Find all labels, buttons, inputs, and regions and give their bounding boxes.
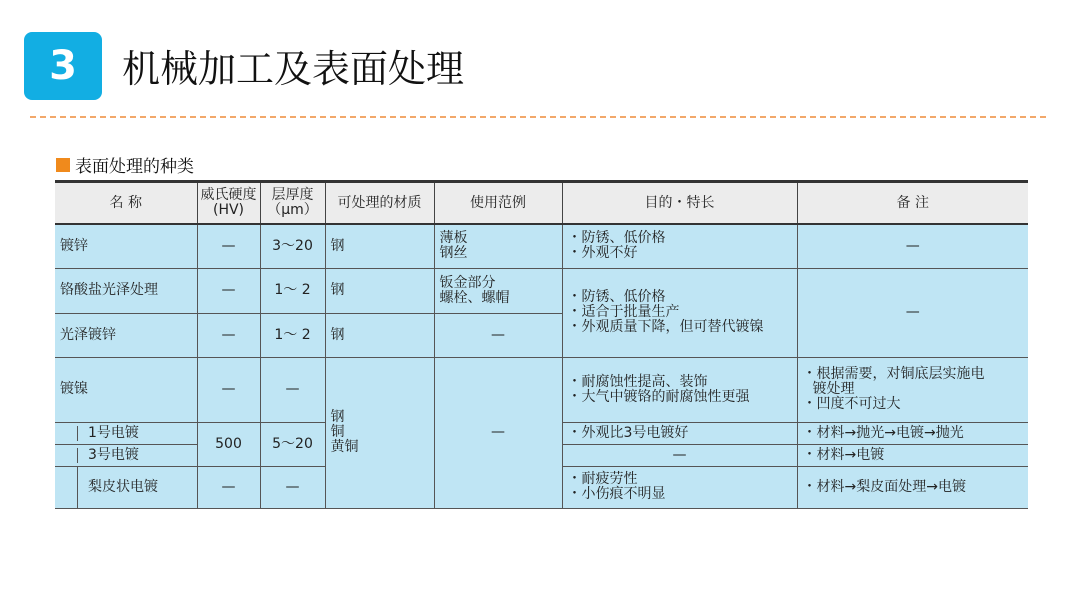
cell-hardness-shared: 500 [197, 422, 260, 466]
purpose-line: ・防锈、低价格 [567, 289, 666, 305]
header-thickness-line1: 层厚度 [271, 187, 314, 203]
cell-material: 钢 [325, 313, 434, 357]
cell-purpose: ・外观比3号电镀好 [562, 422, 797, 444]
dashed-divider [30, 116, 1046, 118]
indent-gap [55, 467, 78, 508]
cell-name: 铬酸盐光泽处理 [55, 268, 197, 313]
purpose-line: ・小伤痕不明显 [567, 486, 666, 502]
cell-purpose [562, 466, 797, 508]
section-heading [56, 152, 194, 177]
cell-purpose [562, 224, 797, 268]
cell-remarks: ・材料→抛光→电镀→抛光 [797, 422, 1028, 444]
cell-material: 钢 [325, 224, 434, 268]
material-line: 铜 [330, 423, 345, 440]
header-usage: 使用范例 [434, 182, 562, 225]
cell-name: 镀锌 [55, 224, 197, 268]
header-name: 名 称 [55, 182, 197, 225]
usage-line: 钣金部分 [439, 274, 496, 291]
purpose-line: ・耐腐蚀性提高、装饰 [567, 373, 708, 390]
cell-remarks-shared: — [797, 268, 1028, 357]
cell-thickness: 1～ 2 [260, 268, 325, 313]
header-thickness [260, 182, 325, 225]
usage-line: 薄板 [439, 230, 468, 247]
cell-name: 光泽镀锌 [55, 313, 197, 357]
usage-line: 钢丝 [439, 245, 468, 262]
remarks-line: 镀处理 [812, 381, 855, 397]
cell-hardness: — [197, 357, 260, 422]
purpose-line: ・大气中镀铬的耐腐蚀性更强 [567, 388, 750, 405]
cell-purpose-shared [562, 268, 797, 357]
header-remarks: 备 注 [797, 182, 1028, 225]
header-hardness [197, 182, 260, 225]
table-row [55, 224, 1028, 268]
material-line: 钢 [330, 408, 345, 425]
cell-usage [434, 268, 562, 313]
indent-gap [55, 448, 78, 463]
cell-remarks: ・材料→梨皮面处理→电镀 [797, 466, 1028, 508]
section-number-badge: 3 [24, 32, 102, 100]
cell-hardness: — [197, 224, 260, 268]
cell-hardness: — [197, 466, 260, 508]
cell-name [55, 422, 197, 444]
cell-remarks: ・材料→电镀 [797, 444, 1028, 466]
cell-hardness: — [197, 313, 260, 357]
remarks-line: ・根据需要，对铜底层实施电 [802, 366, 985, 382]
remarks-line: ・凹度不可过大 [802, 396, 901, 412]
cell-thickness: — [260, 357, 325, 422]
cell-material: 钢 [325, 268, 434, 313]
header-hardness-line2: (HV) [212, 202, 245, 218]
cell-name [55, 466, 197, 508]
purpose-line: ・适合于批量生产 [567, 304, 680, 320]
table-row [55, 268, 1028, 313]
purpose-line: ・外观不好 [567, 245, 638, 262]
cell-purpose [562, 357, 797, 422]
cell-remarks [797, 357, 1028, 422]
purpose-line: ・防锈、低价格 [567, 230, 666, 247]
cell-thickness: — [260, 466, 325, 508]
cell-thickness-shared: 5～20 [260, 422, 325, 466]
indent-gap [55, 426, 78, 441]
header-thickness-line2: （μm） [267, 202, 318, 218]
purpose-line: ・耐疲劳性 [567, 471, 638, 487]
cell-thickness: 1～ 2 [260, 313, 325, 357]
header-hardness-line1: 威氏硬度 [200, 187, 257, 203]
cell-hardness: — [197, 268, 260, 313]
material-line: 黄铜 [330, 438, 359, 455]
cell-name [55, 444, 197, 466]
section-heading-text: 表面处理的种类 [75, 157, 194, 177]
cell-name: 镀镍 [55, 357, 197, 422]
usage-line: 螺栓、螺帽 [439, 289, 510, 306]
cell-usage: — [434, 313, 562, 357]
surface-treatment-table [55, 180, 1028, 509]
table-row [55, 357, 1028, 422]
purpose-line: ・外观质量下降，但可替代镀镍 [567, 319, 764, 335]
header-purpose: 目的・特长 [562, 182, 797, 225]
cell-usage [434, 224, 562, 268]
header-material: 可处理的材质 [325, 182, 434, 225]
cell-thickness: 3～20 [260, 224, 325, 268]
page-title: 机械加工及表面处理 [122, 47, 465, 91]
sub-item-label: 3号电镀 [88, 446, 139, 463]
sub-item-label: 梨皮状电镀 [88, 478, 158, 495]
cell-purpose: — [562, 444, 797, 466]
cell-remarks: — [797, 224, 1028, 268]
table-header-row [55, 182, 1028, 225]
cell-usage-shared: — [434, 357, 562, 508]
sub-item-label: 1号电镀 [88, 424, 139, 441]
cell-material-shared [325, 357, 434, 508]
orange-square-icon [56, 158, 70, 172]
